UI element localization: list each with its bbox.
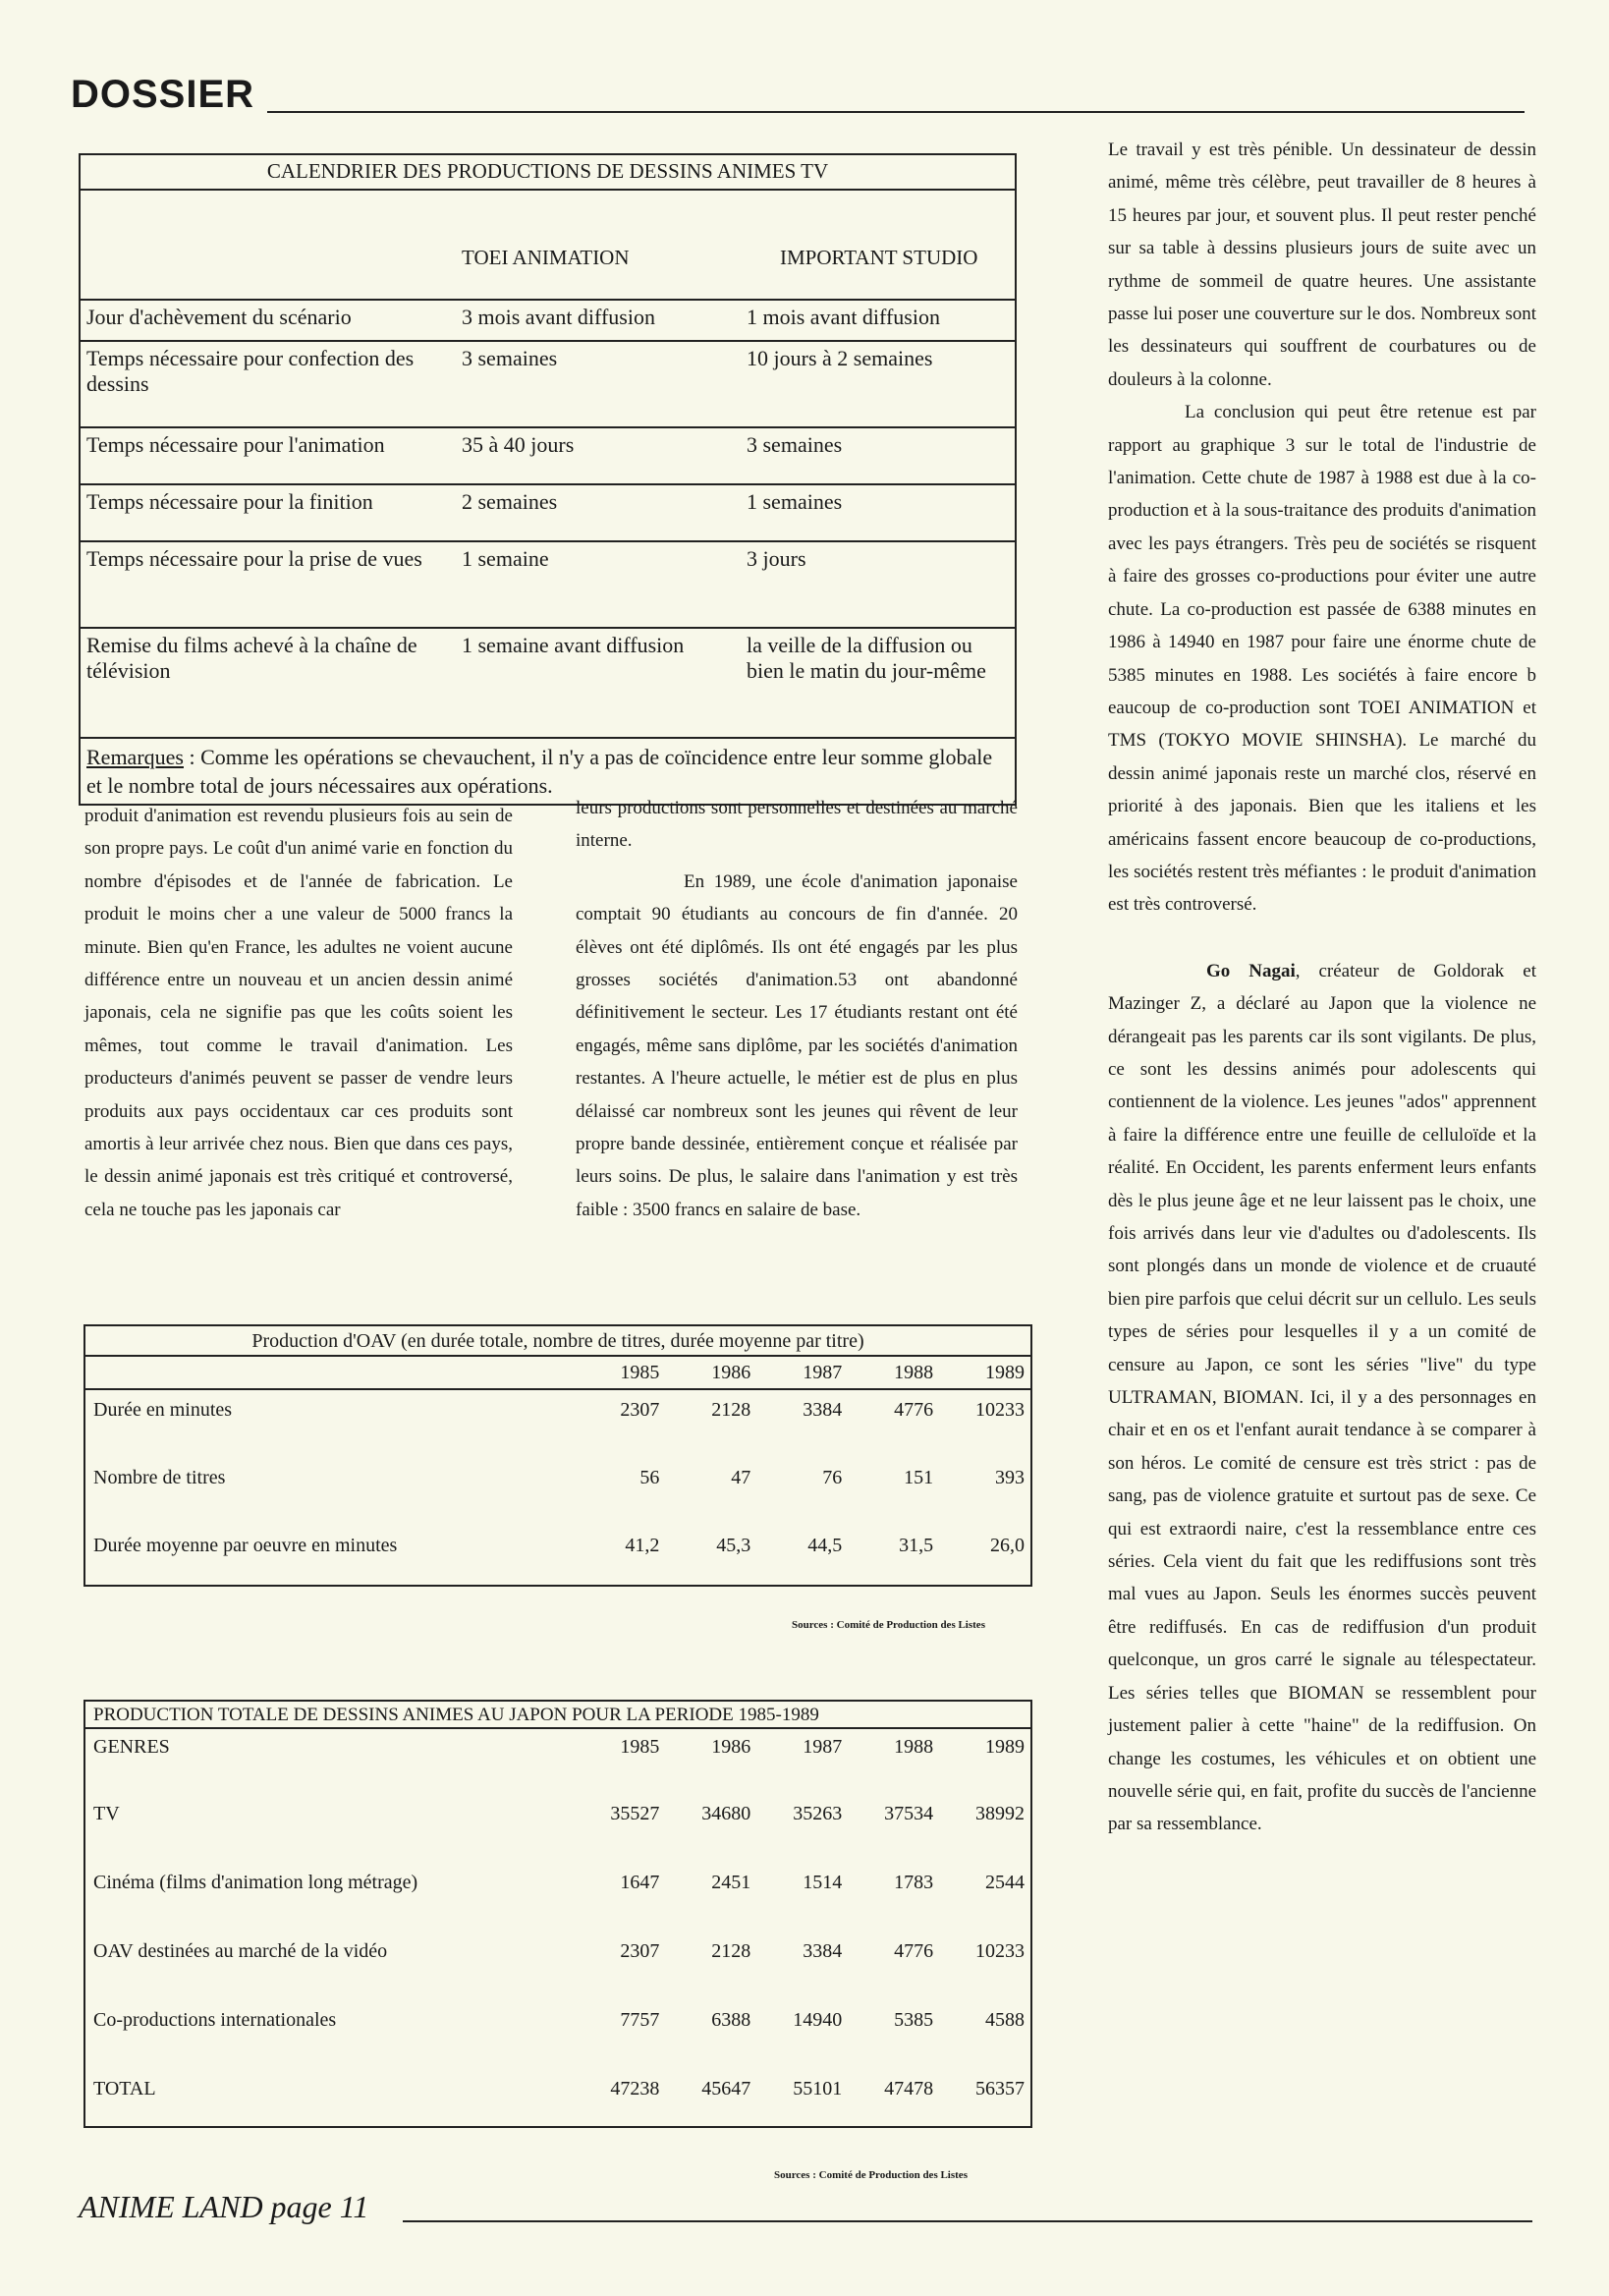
article-paragraph: Le travail y est très pénible. Un dessinateur de dessin animé, même très célèbre, peut travailler de 8 heures à 15 heures par jour, et souvent plus. Il peut rester penché sur sa table à dessins plusieurs jours de suite avec un rythme de sommeil de quatre heures. Une assistante passe lui poser une couverture sur le dos. Nombreux sont les dessinateurs qui souffrent de courbatures ou de douleurs à la colonne. — [1108, 140, 1536, 390]
calendar-cell: 3 jours — [747, 546, 806, 571]
year-header: 1987 — [803, 1362, 843, 1383]
total-source: Sources : Comité de Production des Listes — [774, 2169, 968, 2181]
oav-year-row — [85, 1357, 1030, 1390]
table-row — [85, 2002, 1030, 2071]
table-cell: 35527 — [610, 1803, 660, 1824]
year-header: 1985 — [620, 1736, 660, 1758]
year-header: 1986 — [711, 1362, 751, 1383]
year-header: 1986 — [711, 1736, 751, 1758]
calendar-row — [81, 485, 1015, 542]
table-cell: 38992 — [975, 1803, 1025, 1824]
table-cell: 3384 — [803, 1399, 843, 1421]
table-cell: 151 — [904, 1467, 934, 1488]
table-cell: 55101 — [793, 2078, 843, 2100]
table-cell: 1783 — [894, 1872, 934, 1893]
oav-table — [83, 1324, 1032, 1587]
table-row — [85, 1796, 1030, 1865]
paragraph-text: , créateur de Goldorak et Mazinger Z, a déclaré au Japon que la violence ne dérangeait pas les parents car ils sont vigilants. De plus, ce sont les dessins animés pour adolescents qui contiennent de la violence. Les jeunes "ados" apprennent à faire la différence entre une feuille de celluloïde et la réalité. En Occident, les parents enferment leurs enfants dès le plus jeune âge et ne leur laissent pas le choix, une fois arrivés dans leur vie d'adultes ou d'adolescents. Ils sont plongés dans un monde de violence et de cruauté bien pire parfois que celui décrit sur un cellulo. Les seuls types de séries pour lesquelles il y a un comité de censure au Japon, ce sont les séries "live" du type ULTRAMAN, BIOMAN. Ici, il y a des personnages en chair et en os et l'enfant aurait tendance à se comparer à son héros. Le comité de censure est très strict : pas de sang, pas de violence gratuite et surtout pas de sexe. Ce qui est extraordi naire, c'est la ressemblance entre ces séries. Cela vient du fait que les rediffusions sont très mal vues au Japon. Seuls les énormes succès peuvent être rediffusés. En cas de rediffusion d'un produit quelconque, un gros carré le signale au télespectateur. Les séries telles que BIOMAN se ressemblent pour justement palier à cette "haine" de la rediffusion. On change les costumes, les véhicules et on obtient une nouvelle série qui, en fait, profite du succès de l'ancienne par sa ressemblance. — [1108, 960, 1536, 1835]
calendar-row-label: Temps nécessaire pour l'animation — [86, 432, 385, 457]
article-column-middle — [576, 792, 1018, 1226]
article-column-left — [84, 800, 513, 1226]
calendar-row — [81, 542, 1015, 629]
table-cell: 47 — [731, 1467, 751, 1488]
article-paragraph: leurs productions sont personnelles et destinées au marché interne. — [576, 798, 1018, 852]
magazine-footer: ANIME LAND page 11 — [79, 2189, 369, 2224]
table-row — [85, 1390, 1030, 1458]
year-header: 1985 — [620, 1362, 660, 1383]
table-cell: 4588 — [985, 2009, 1025, 2031]
calendar-cell: 2 semaines — [462, 489, 558, 514]
total-title: PRODUCTION TOTALE DE DESSINS ANIMES AU JAPON POUR LA PERIODE 1985-1989 — [85, 1702, 1030, 1729]
person-name: Go Nagai — [1206, 960, 1296, 981]
calendar-header-row — [81, 191, 1015, 301]
table-row — [85, 1865, 1030, 1933]
calendar-col-studio: IMPORTANT STUDIO — [780, 246, 978, 269]
table-cell: 10233 — [975, 1399, 1025, 1421]
year-header: 1989 — [985, 1362, 1025, 1383]
table-row-total — [85, 2071, 1030, 2126]
genres-header: GENRES — [93, 1736, 170, 1758]
table-cell: 31,5 — [899, 1535, 934, 1556]
table-cell: 45,3 — [716, 1535, 751, 1556]
table-cell: 47238 — [610, 2078, 660, 2100]
calendar-cell: 3 semaines — [462, 346, 558, 370]
year-header: 1988 — [894, 1362, 934, 1383]
year-header: 1988 — [894, 1736, 934, 1758]
table-cell: 2128 — [711, 1940, 751, 1962]
footer-rule — [403, 2220, 1532, 2222]
row-label: Co-productions internationales — [93, 2009, 337, 2031]
table-cell: 393 — [995, 1467, 1025, 1488]
oav-source: Sources : Comité de Production des Listes — [792, 1619, 985, 1631]
calendar-row — [81, 301, 1015, 342]
table-cell: 2544 — [985, 1872, 1025, 1893]
table-cell: 1647 — [620, 1872, 660, 1893]
article-paragraph — [1108, 955, 1536, 1841]
table-cell: 34680 — [701, 1803, 751, 1824]
table-cell: 3384 — [803, 1940, 843, 1962]
total-production-table — [83, 1700, 1032, 2128]
table-cell: 44,5 — [807, 1535, 843, 1556]
calendar-cell: 3 semaines — [747, 432, 843, 457]
table-cell: 26,0 — [990, 1535, 1025, 1556]
calendar-row-label: Temps nécessaire pour la prise de vues — [86, 546, 422, 571]
remarks-text: : Comme les opérations se chevauchent, il n'y a pas de coïncidence entre leur somme globale et le nombre total de jours nécessaires aux opérations. — [86, 745, 993, 798]
header-rule — [267, 111, 1525, 113]
table-cell: 2128 — [711, 1399, 751, 1421]
row-label: Cinéma (films d'animation long métrage) — [93, 1872, 418, 1893]
table-cell: 37534 — [884, 1803, 934, 1824]
row-label: OAV destinées au marché de la vidéo — [93, 1940, 388, 1962]
article-paragraph: La conclusion qui peut être retenue est par rapport au graphique 3 sur le total de l'industrie de l'animation. Cette chute de 1987 à 1988 est due à la co-production et à la sous-traitance des produits d'animation avec les pays étrangers. Très peu de sociétés se risquent à faire des grosses co-productions pour éviter une autre chute. La co-production est passée de 6388 minutes en 1986 à 14940 en 1987 pour faire une énorme chute de 5385 minutes en 1988. Les sociétés à faire encore b eaucoup de co-production sont TOEI ANIMATION et TMS (TOKYO MOVIE SHINSHA). Le marché du dessin animé japonais reste un marché clos, réservé en priorité à des japonais. Bien que les italiens et les américains fassent encore beaucoup de co-productions, les sociétés restent très méfiantes : le produit d'animation est très controversé. — [1108, 402, 1536, 916]
calendar-cell: 1 semaines — [747, 489, 843, 514]
table-row — [85, 1458, 1030, 1526]
table-cell: 56357 — [975, 2078, 1025, 2100]
article-column-right — [1108, 134, 1536, 1841]
table-cell: 1514 — [803, 1872, 843, 1893]
calendar-row — [81, 428, 1015, 485]
oav-title: Production d'OAV (en durée totale, nombre de titres, durée moyenne par titre) — [85, 1326, 1030, 1357]
table-cell: 14940 — [793, 2009, 843, 2031]
table-cell: 6388 — [711, 2009, 751, 2031]
calendar-row-label: Temps nécessaire pour confection des dessins — [86, 346, 415, 396]
calendar-cell: 1 semaine — [462, 546, 549, 571]
calendar-row-label: Jour d'achèvement du scénario — [86, 305, 352, 329]
row-label: TV — [93, 1803, 120, 1824]
calendar-row-label: Remise du films achevé à la chaîne de télévision — [86, 633, 417, 683]
table-cell: 56 — [639, 1467, 660, 1488]
row-label: Durée moyenne par oeuvre en minutes — [93, 1535, 398, 1556]
table-row — [85, 1933, 1030, 2002]
table-cell: 4776 — [894, 1940, 934, 1962]
table-cell: 2451 — [711, 1872, 751, 1893]
remarks-label: Remarques — [86, 745, 184, 769]
table-cell: 2307 — [620, 1940, 660, 1962]
table-cell: 2307 — [620, 1399, 660, 1421]
table-cell: 45647 — [701, 2078, 751, 2100]
calendar-row — [81, 629, 1015, 739]
table-cell: 4776 — [894, 1399, 934, 1421]
calendar-cell: 1 semaine avant diffusion — [462, 633, 685, 657]
section-title: DOSSIER — [71, 73, 255, 116]
table-header-row — [85, 1729, 1030, 1796]
table-cell: 41,2 — [625, 1535, 660, 1556]
calendar-cell: 10 jours à 2 semaines — [747, 346, 933, 370]
year-header: 1987 — [803, 1736, 843, 1758]
table-cell: 10233 — [975, 1940, 1025, 1962]
row-label: Nombre de titres — [93, 1467, 226, 1488]
article-paragraph: En 1989, une école d'animation japonaise comptait 90 étudiants au concours de fin d'année. 20 élèves ont été diplômés. Ils ont été engagés par les plus grosses sociétés d'animation.53 ont abandonné définitivement le secteur. Les 17 étudiants restant ont été engagés, même sans diplôme, par les sociétés d'animation restantes. A l'heure actuelle, le métier est de plus en plus délaissé car nombreux sont les jeunes qui rêvent de leur propre bande dessinée, entièrement conçue et réalisée par leurs soins. De plus, le salaire dans l'animation y est très faible : 3500 francs en salaire de base. — [576, 870, 1018, 1220]
table-row — [85, 1526, 1030, 1585]
table-cell: 47478 — [884, 2078, 934, 2100]
year-header: 1989 — [985, 1736, 1025, 1758]
calendar-title: CALENDRIER DES PRODUCTIONS DE DESSINS ANIMES TV — [81, 155, 1015, 191]
row-label: Durée en minutes — [93, 1399, 233, 1421]
table-cell: 35263 — [793, 1803, 843, 1824]
table-cell: 5385 — [894, 2009, 934, 2031]
calendar-cell: 35 à 40 jours — [462, 432, 575, 457]
calendar-cell: 3 mois avant diffusion — [462, 305, 655, 329]
row-label: TOTAL — [93, 2078, 156, 2100]
calendar-col-toei: TOEI ANIMATION — [462, 246, 630, 269]
article-paragraph: produit d'animation est revendu plusieurs fois au sein de son propre pays. Le coût d'un animé varie en fonction du nombre d'épisodes et de l'année de fabrication. Le produit le moins cher a une valeur de 5000 francs la minute. Bien qu'en France, les adultes ne voient aucune différence entre un nouveau et un ancien dessin animé japonais, cela ne signifie pas que les coûts soient les mêmes, tout comme le travail d'animation. Les producteurs d'animés peuvent se passer de vendre leurs produits aux pays occidentaux car ces produits sont amortis à leur arrivée chez nous. Bien que dans ces pays, le dessin animé japonais est très critiqué et controversé, cela ne touche pas les japonais car — [84, 806, 513, 1220]
calendar-table — [79, 153, 1017, 806]
calendar-row — [81, 342, 1015, 428]
calendar-row-label: Temps nécessaire pour la finition — [86, 489, 373, 514]
table-cell: 76 — [822, 1467, 843, 1488]
calendar-cell: 1 mois avant diffusion — [747, 305, 940, 329]
table-cell: 7757 — [620, 2009, 660, 2031]
calendar-cell: la veille de la diffusion ou bien le matin du jour-même — [747, 633, 986, 683]
